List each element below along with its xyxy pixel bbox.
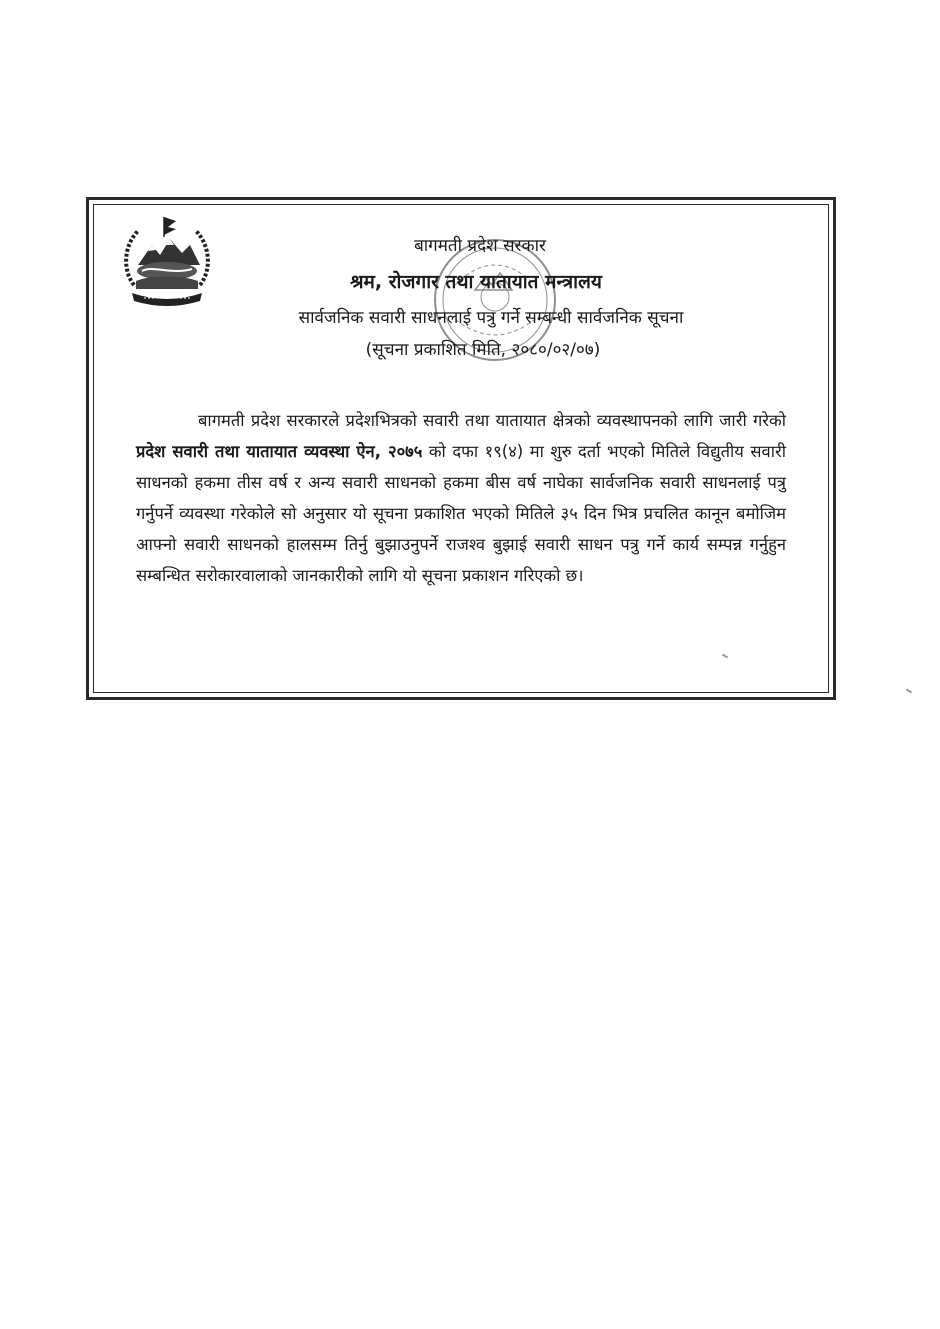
- notice-body-part1: बागमती प्रदेश सरकारले प्रदेशभित्रको सवारी तथा यातायात क्षेत्रको व्यवस्थापनको लागि जारी गरेको: [198, 411, 786, 430]
- notice-body-part2: को दफा १९(४) मा शुरु दर्ता भएको मितिले विद्युतीय सवारी साधनको हकमा तीस वर्ष र अन्य सवारी साधनको हकमा बीस वर्ष नाघेका सार्वजनिक सवारी साधनलाई पत्रु गर्नुपर्ने व्यवस्था गरेकोले सो अनुसार यो सूचना प्रकाशित भएको मितिले ३५ दिन भित्र प्रचलित कानून बमोजिम आफ्नो सवारी साधनको हालसम्म तिर्नु बुझाउनुपर्ने राजश्व बुझाई सवारी साधन पत्रु गर्ने कार्य सम्पन्न गर्नुहुन सम्बन्धित सरोकारवालाको जानकारीको लागि यो सूचना प्रकाशन गरिएको छ।: [136, 442, 786, 585]
- notice-title: सार्वजनिक सवारी साधनलाई पत्रु गर्ने सम्बन्धी सार्वजनिक सूचना: [298, 308, 684, 328]
- scan-speck: [906, 689, 912, 694]
- notice-frame: [86, 197, 836, 700]
- notice-header: [94, 235, 828, 361]
- publish-date: (सूचना प्रकाशित मिति, २०८०/०२/०७): [365, 340, 601, 360]
- ministry-name: श्रम, रोजगार तथा यातायात मन्त्रालय: [350, 271, 602, 293]
- act-name: प्रदेश सवारी तथा यातायात व्यवस्था ऐन, २०७५: [136, 442, 423, 461]
- government-name: बागमती प्रदेश सरकार: [414, 236, 546, 256]
- notice-inner-border: [93, 204, 829, 693]
- notice-body: [136, 405, 786, 591]
